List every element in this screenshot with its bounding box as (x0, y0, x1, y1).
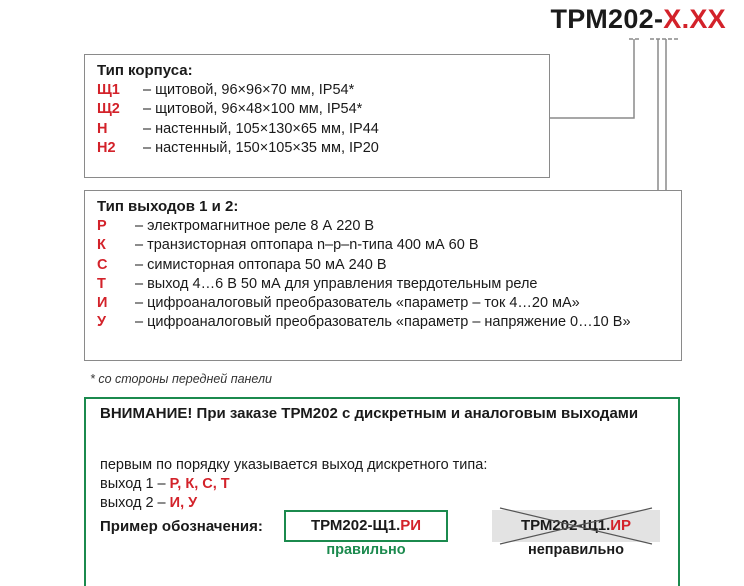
housing-desc: – щитовой, 96×48×100 мм, IP54* (143, 101, 363, 118)
output-desc: – симисторная оптопара 50 мА 240 В (135, 256, 387, 273)
output-code: С (97, 256, 108, 273)
housing-type-box (84, 54, 550, 178)
wrong-prefix: ТРМ202-Щ1. (520, 517, 611, 534)
wrong-suffix: ИР (610, 517, 632, 534)
correct-example-box (284, 510, 448, 542)
wrong-label: неправильно (527, 542, 625, 558)
title-prefix: ТРМ202- (550, 4, 664, 34)
output-desc: – транзисторная оптопара n–p–n-типа 400 мА 60 В (135, 237, 479, 254)
output-code: Р (97, 218, 107, 234)
correct-suffix: РИ (400, 517, 422, 534)
housing-desc: – настенный, 150×105×35 мм, IP20 (143, 139, 379, 156)
housing-item (97, 120, 537, 139)
housing-item (97, 81, 537, 100)
housing-desc: – настенный, 105×130×65 мм, IP44 (143, 120, 379, 137)
outputs-heading: Тип выходов 1 и 2: (97, 198, 239, 215)
housing-code: Н (97, 120, 108, 137)
output-item (97, 217, 669, 236)
output-item (97, 294, 669, 313)
warning-line-order: первым по порядку указывается выход дискретного типа: (100, 457, 488, 473)
housing-code: Щ1 (97, 82, 120, 98)
output-code: Т (97, 275, 106, 292)
output-item (97, 256, 669, 275)
output-code: И (97, 295, 108, 312)
correct-label: правильно (326, 542, 406, 558)
warning-title: ВНИМАНИЕ! При заказе ТРМ202 с дискретным и аналоговым выходами (100, 405, 639, 422)
example-label: Пример обозначения: (100, 518, 263, 535)
output2-codes: И, У (169, 495, 198, 511)
connector-housing (550, 39, 634, 118)
warning-line-output1 (100, 475, 230, 494)
output-item (97, 313, 669, 332)
output2-label: выход 2 – (100, 495, 170, 511)
housing-desc: – щитовой, 96×96×70 мм, IP54* (143, 82, 355, 98)
output-item (97, 275, 669, 294)
output-item (97, 236, 669, 255)
correct-prefix: ТРМ202-Щ1. (310, 517, 401, 534)
housing-heading: Тип корпуса: (97, 62, 193, 79)
output1-codes: Р, К, С, Т (169, 476, 230, 492)
output-desc: – цифроаналоговый преобразователь «параметр – напряжение 0…10 В» (135, 314, 631, 331)
output-code: К (97, 237, 106, 254)
title-suffix: X.XX (663, 4, 726, 34)
output1-label: выход 1 – (100, 476, 170, 492)
output-code: У (97, 314, 107, 331)
housing-code: Щ2 (97, 101, 120, 118)
housing-code: Н2 (97, 139, 116, 156)
output-desc: – электромагнитное реле 8 А 220 В (135, 218, 375, 234)
housing-item (97, 100, 537, 119)
output-types-box (84, 190, 682, 361)
output-desc: – цифроаналоговый преобразователь «параметр – ток 4…20 мА» (135, 295, 580, 312)
housing-item (97, 139, 537, 158)
footnote: * со стороны передней панели (90, 372, 272, 386)
output-desc: – выход 4…6 В 50 мА для управления твердотельным реле (135, 275, 538, 292)
warning-line-output2 (100, 494, 197, 513)
